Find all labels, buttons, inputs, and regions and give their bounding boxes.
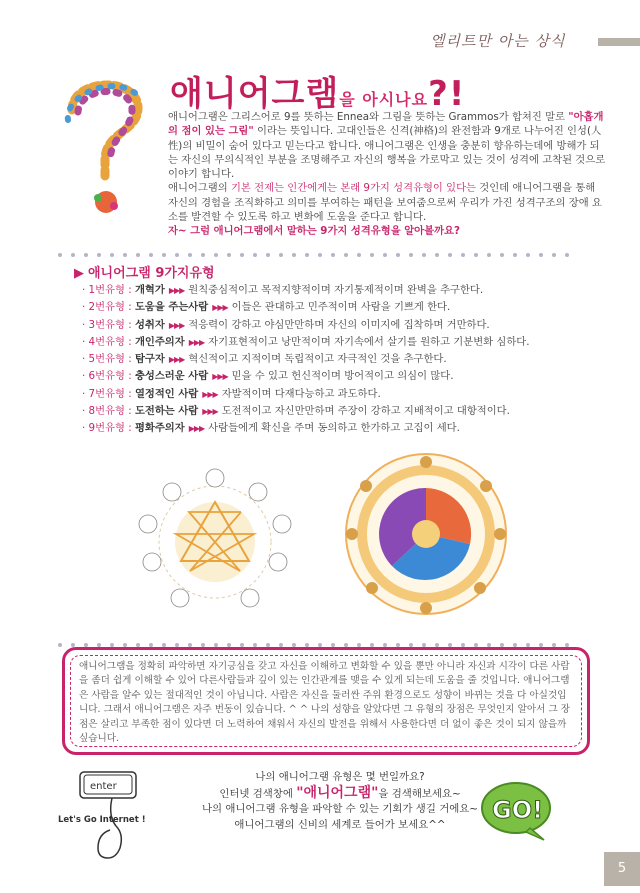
intro-p2-em: 기본 전제는 인간에게는 본래 9가지 성격유형이 있다는 xyxy=(230,182,476,195)
divider-dot xyxy=(71,253,75,257)
outro-line-4: 애니어그램의 신비의 세계로 들어가 보세요^^ xyxy=(234,818,446,831)
divider-dot xyxy=(552,253,556,257)
types-list xyxy=(82,282,602,438)
divider-dot xyxy=(266,253,270,257)
intro-p2-a: 애니어그램의 xyxy=(168,182,231,195)
outro-line-3: 나의 애니어그램 유형을 파악할 수 있는 기회가 생길 거에요~ xyxy=(201,803,479,815)
arrow-icon: ▶▶▶ xyxy=(188,337,205,347)
arrow-icon: ▶▶▶ xyxy=(212,372,228,382)
title-main: 애니어그램 xyxy=(170,74,340,114)
intro-p1-b: 이라는 뜻입니다. 고대인들은 신격(神格)의 완전함과 9개로 나누어진 인성(人性)의 비밀이 숨어 있다고 믿는다고 합니다. 애니어그램은 인생을 충분히 향유하는데에 방해가 되는 자신의 무의식적인 부분을 조명해주고 자신의 행복을 가로막고 있는 것이 성격에 고착된 것으로 이야기 합니다. xyxy=(168,125,606,181)
title-tail: 아시나요 xyxy=(362,90,429,109)
enter-caption: Let's Go Internet ! xyxy=(58,815,146,825)
dot-divider xyxy=(58,632,590,638)
type-desc: 원칙중심적이고 목적지향적이며 자기통제적이며 완벽을 추구한다. xyxy=(188,284,484,296)
intro-p1-a: 애니어그램은 그리스어로 9를 뜻하는 Ennea와 그림을 뜻하는 Grammos가 합쳐진 말로 xyxy=(168,111,569,123)
divider-dot xyxy=(448,253,452,257)
banner-text: 엘리트만 아는 상식 xyxy=(430,32,566,50)
divider-dot xyxy=(292,253,296,257)
go-badge-label: GO! xyxy=(492,796,544,824)
outro-line-2 xyxy=(190,786,490,803)
arrow-icon: ▶▶▶ xyxy=(212,303,228,313)
divider-dot xyxy=(396,253,400,257)
divider-dot xyxy=(344,253,348,257)
divider-dot xyxy=(136,253,140,257)
divider-dot xyxy=(188,253,192,257)
list-item xyxy=(82,386,602,403)
divider-dot xyxy=(422,253,426,257)
list-item xyxy=(82,317,602,334)
arrow-icon: ▶▶▶ xyxy=(168,320,185,330)
type-name: 개인주의자 xyxy=(134,335,185,348)
divider-dot xyxy=(487,253,491,257)
divider-dot xyxy=(305,253,309,257)
divider-dot xyxy=(149,253,153,257)
triangle-icon: ▶ xyxy=(74,266,84,281)
section-heading-text: 애니어그램 9가지유형 xyxy=(88,266,215,281)
divider-dot xyxy=(370,253,374,257)
type-name: 충성스러운 사람 xyxy=(134,370,209,383)
divider-dot xyxy=(123,253,127,257)
type-name: 평화주의자 xyxy=(134,422,185,435)
type-desc: 사람들에게 확신을 주며 동의하고 한가하고 고집이 세다. xyxy=(208,422,460,435)
list-item xyxy=(82,403,602,420)
divider-dot xyxy=(110,253,114,257)
type-desc: 도전적이고 자신만만하며 주장이 강하고 지배적이고 대항적이다. xyxy=(221,405,510,418)
type-num: · 9번유형 : xyxy=(82,422,132,435)
arrow-icon: ▶▶▶ xyxy=(202,389,218,399)
type-desc: 자발적이며 다재다능하고 과도하다. xyxy=(221,387,381,400)
type-desc: 이들은 관대하고 민주적이며 사람을 기쁘게 한다. xyxy=(231,301,451,314)
banner-bar xyxy=(598,38,640,46)
divider-dot xyxy=(383,253,387,257)
divider-dot xyxy=(97,253,101,257)
divider-dot xyxy=(461,253,465,257)
intro-paragraph-2 xyxy=(168,181,608,224)
outro-line-1: 나의 애니어그램 유형은 몇 번일까요? xyxy=(255,771,425,783)
arrow-icon: ▶▶▶ xyxy=(168,286,185,295)
divider-dot xyxy=(500,253,504,257)
divider-dot xyxy=(201,253,205,257)
divider-dot xyxy=(175,253,179,257)
intro-paragraph-3: 자~ 그럼 애니어그램에서 말하는 9가지 성격유형을 알아볼까요? xyxy=(168,225,460,238)
type-name: 개혁가 xyxy=(134,284,165,296)
intro-p1-quote: "아홉개의 점이 있는 그림" xyxy=(168,111,604,138)
type-num: · 7번유형 : xyxy=(82,387,132,400)
title-particle: 을 xyxy=(339,90,363,109)
list-item xyxy=(82,351,602,368)
type-name: 열정적인 사람 xyxy=(134,387,199,400)
divider-dot xyxy=(331,253,335,257)
go-badge xyxy=(478,778,556,844)
section-heading xyxy=(74,262,215,281)
divider-dot xyxy=(409,253,413,257)
divider-dot xyxy=(214,253,218,257)
divider-dot xyxy=(357,253,361,257)
type-name: 탐구자 xyxy=(134,353,165,366)
enter-key-label: enter xyxy=(90,781,117,792)
outro-line-2-a: 인터넷 검색창에 xyxy=(219,787,297,800)
outro-text xyxy=(190,770,490,833)
type-num: · 6번유형 : xyxy=(82,370,132,383)
type-num: · 4번유형 : xyxy=(82,335,132,348)
type-name: 도전하는 사람 xyxy=(134,405,199,418)
list-item xyxy=(82,299,602,316)
arrow-icon: ▶▶▶ xyxy=(202,407,218,417)
divider-dot xyxy=(240,253,244,257)
type-num: · 8번유형 : xyxy=(82,405,132,418)
top-banner xyxy=(420,28,640,54)
divider-dot xyxy=(474,253,478,257)
note-text: 애니어그램을 정확히 파악하면 자기긍심을 갖고 자신을 이해하고 변화할 수 있을 뿐만 아니라 자신과 시각이 다른 사람을 좀더 쉽게 이해할 수 있어 다른사람들과 깊이 있는 인간관계를 맺을 수 있게 되는데 도움을 줄 것입니다. 애니어그램은 사람을 알수 있는 절대적인 것이 아닙니다. 사람은 자신을 둘러싼 주위 환경으로도 성향이 바뀌는 것을 다 아실것입니다. 그래서 애니어그램은 자주 번동이 있습니다. ^ ^ 나의 성향을 알았다면 그 유형의 장점은 무엇인지 알아서 그 장점은 살리고 부족한 점이 있다면 더 노력하여 채워서 자신의 발전을 위해서 사용한다면 더 없이 좋은 것이 되지 않을까 싶습니다. xyxy=(70,655,582,747)
outro-line-2-em: "애니어그램" xyxy=(296,784,379,801)
divider-dot xyxy=(253,253,257,257)
divider-dot xyxy=(539,253,543,257)
type-desc: 혁신적이고 지적이며 독립적이고 자극적인 것을 추구한다. xyxy=(188,353,447,366)
title-mark: ?! xyxy=(428,74,466,114)
intro-paragraph-1 xyxy=(168,110,608,181)
divider-dot xyxy=(84,253,88,257)
type-name: 도움을 주는사람 xyxy=(134,301,209,314)
enter-key-illustration xyxy=(58,768,168,860)
type-num: · 2번유형 : xyxy=(82,301,132,314)
type-num: · 1번유형 : xyxy=(82,284,132,296)
type-num: · 5번유형 : xyxy=(82,353,132,366)
divider-dot xyxy=(435,253,439,257)
note-box xyxy=(62,647,590,755)
question-mark-illustration xyxy=(50,70,160,220)
type-desc: 믿을 수 있고 헌신적이며 방어적이고 의심이 많다. xyxy=(231,370,454,383)
enneagram-figure xyxy=(110,462,320,622)
divider-dot xyxy=(318,253,322,257)
list-item xyxy=(82,420,602,437)
divider-dot xyxy=(279,253,283,257)
divider-dot xyxy=(513,253,517,257)
type-name: 성취자 xyxy=(134,318,165,331)
divider-dot xyxy=(227,253,231,257)
arrow-icon: ▶▶▶ xyxy=(168,355,185,365)
divider-dot xyxy=(58,643,62,647)
intro-p2-b: 것인데 애니어그램을 통해 자신의 경험을 조직화하고 의미를 부여하는 패턴을 보여줌으로써 우리가 가진 성격구조의 장애 요소를 발견할 수 있도록 하고 변화에 도움을 준다고 합니다. xyxy=(168,182,602,224)
divider-dot xyxy=(526,253,530,257)
type-desc: 적응력이 강하고 야심만만하며 자신의 이미지에 집착하며 거만하다. xyxy=(188,318,490,331)
list-item xyxy=(82,334,602,351)
arrow-icon: ▶▶▶ xyxy=(188,424,205,434)
outro-line-2-b: 을 검색해보세요~ xyxy=(378,787,461,800)
page-number: 5 xyxy=(604,852,640,886)
list-item xyxy=(82,282,602,299)
intro-text xyxy=(168,110,608,239)
type-num: · 3번유형 : xyxy=(82,318,132,331)
divider-dot xyxy=(58,253,62,257)
dot-divider xyxy=(58,242,590,248)
divider-dot xyxy=(162,253,166,257)
page-title xyxy=(170,66,465,115)
list-item xyxy=(82,368,602,385)
personality-wheel-figure xyxy=(312,448,540,620)
divider-dot xyxy=(565,253,569,257)
type-desc: 자기표현적이고 낭만적이며 자기속에서 살기를 원하고 기분변화 심하다. xyxy=(208,335,530,348)
